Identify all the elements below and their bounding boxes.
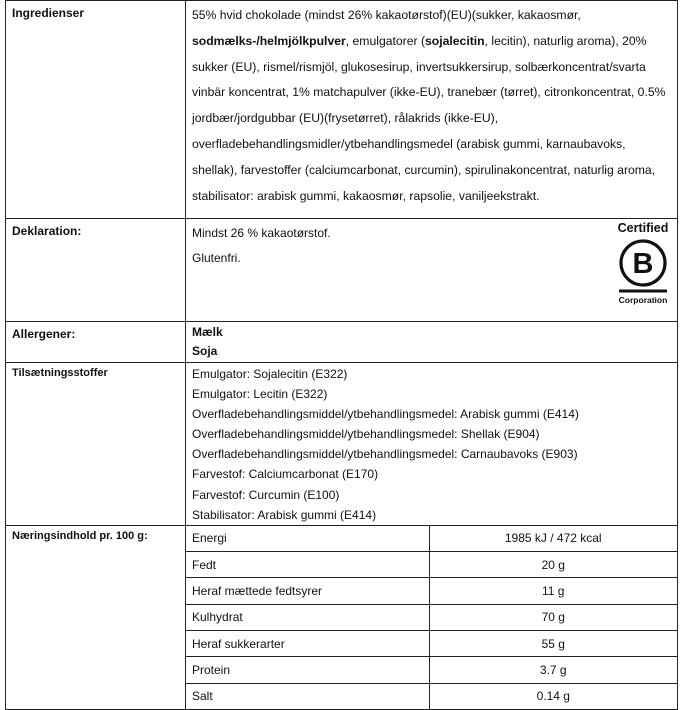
nutrition-table [186,526,677,709]
ingredients-part: , lecitin), naturlig aroma), 20% sukker (EU), rismel/rismjöl, glukosesirup, invertsukkersirup, solbærkoncentrat/svarta vinbär koncentrat, 1% matchapulver (ikke-EU), tranebær (tørret), citronkoncentrat, 0.5% jordbær/jordgubbar (EU)(frysetørret), rålakrids (ikke-EU), overfladebehandlingsmidler/ytbehandlingsmedel (arabisk gummi, karnaubavoks, shellak), farvestoffer (calciumcarbonat, curcumin), spirulinakoncentrat, naturlig aroma, stabilisator: arabisk gummi, kakaosmør, rapsolie, vaniljeekstrakt. [192,33,666,203]
nutrition-row-item [186,657,677,683]
additive-item: Emulgator: Lecitin (E322) [192,387,328,402]
nutrition-label: Næringsindhold pr. 100 g: [6,525,186,709]
nutrient-name: Heraf sukkerarter [186,630,429,656]
nutrition-row-item [186,683,677,709]
ingredients-label: Ingredienser [6,1,186,219]
additives-row [6,363,678,526]
additive-item: Stabilisator: Arabisk gummi (E414) [192,507,377,522]
nutrient-value: 3.7 g [429,657,677,683]
ingredients-text [186,1,678,219]
nutrition-row [6,525,678,709]
nutrient-value: 1985 kJ / 472 kcal [429,526,677,552]
nutrition-row-item [186,604,677,630]
ingredients-part-bold: sojalecitin [425,33,485,48]
nutrient-value: 70 g [429,604,677,630]
additive-item: Farvestof: Calciumcarbonat (E170) [192,467,379,482]
nutrient-value: 55 g [429,630,677,656]
product-info-table [5,0,678,710]
nutrient-value: 11 g [429,578,677,604]
declaration-cell [186,219,678,322]
nutrition-row-item [186,630,677,656]
nutrient-name: Protein [186,657,429,683]
additive-item: Overfladebehandlingsmiddel/ytbehandlingsmedel: Carnaubavoks (E903) [192,447,578,462]
nutrition-row-item [186,526,677,552]
ingredients-row [6,1,678,219]
b-corp-certified-text: Certified [617,221,669,235]
ingredients-part: 55% hvid chokolade (mindst 26% kakaotørstof)(EU)(sukker, kakaosmør, [192,8,581,22]
nutrient-name: Salt [186,683,429,709]
nutrient-value: 0.14 g [429,683,677,709]
declaration-line: Mindst 26 % kakaotørstof. [192,226,331,240]
allergens-row [6,322,678,363]
b-corp-logo [613,222,673,316]
additive-item: Farvestof: Curcumin (E100) [192,487,340,502]
additive-item: Overfladebehandlingsmiddel/ytbehandlingsmedel: Shellak (E904) [192,427,540,442]
nutrition-row-item [186,578,677,604]
nutrition-row-item [186,552,677,578]
nutrient-name: Kulhydrat [186,604,429,630]
nutrient-name: Fedt [186,552,429,578]
additive-item: Emulgator: Sojalecitin (E322) [192,367,348,381]
declaration-label: Deklaration: [6,219,186,322]
declaration-line: Glutenfri. [192,251,241,265]
nutrient-value: 20 g [429,552,677,578]
b-corp-corporation-text: Corporation [618,295,668,305]
nutrient-name: Heraf mættede fedtsyrer [186,578,429,604]
nutrient-name: Energi [186,526,429,552]
declaration-row [6,219,678,322]
allergens-cell [186,322,678,363]
ingredients-part-bold: sodmælks-/helmjölkpulver [192,33,346,48]
allergen-item: Mælk [192,325,223,339]
additives-cell [186,363,678,526]
ingredients-part: , emulgatorer ( [345,33,425,48]
allergens-label: Allergener: [6,322,186,363]
additive-item: Overfladebehandlingsmiddel/ytbehandlingsmedel: Arabisk gummi (E414) [192,407,579,422]
b-corp-icon [617,237,669,295]
nutrition-cell [186,525,678,709]
additives-label: Tilsætningsstoffer [6,363,186,526]
allergen-item: Soja [192,344,218,358]
b-corp-letter: B [632,248,654,280]
